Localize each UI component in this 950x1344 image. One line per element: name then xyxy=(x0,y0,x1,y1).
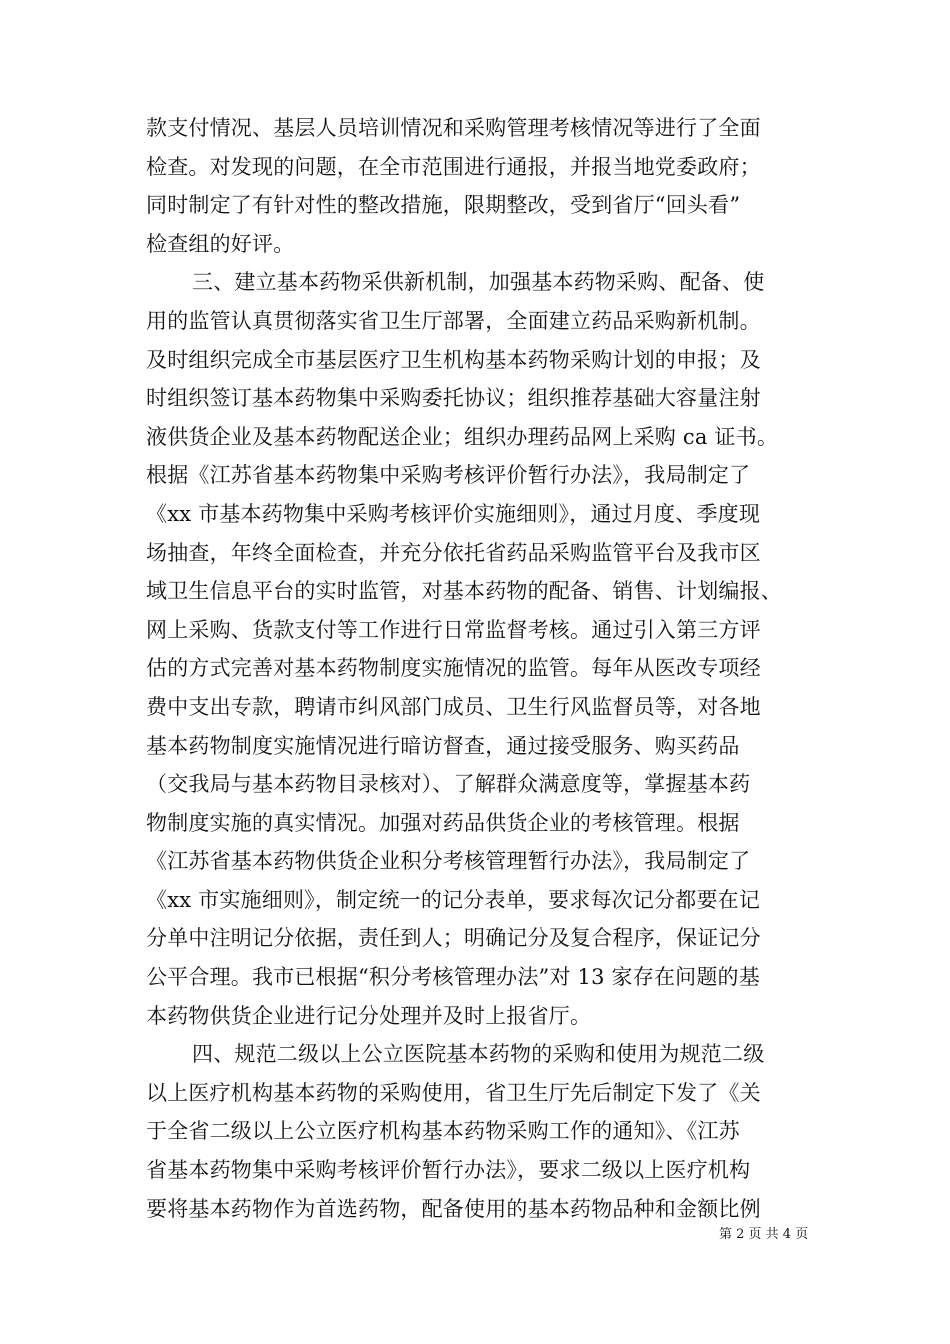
text-line: 《江苏省基本药物供货企业积分考核管理暂行办法》，我局制定了 xyxy=(146,849,751,874)
text-line: （交我局与基本药物目录核对）、了解群众满意度等，掌握基本药 xyxy=(146,772,751,797)
paragraph xyxy=(146,1035,806,1228)
text-line: 于全省二级以上公立医疗机构基本药物采购工作的通知》、《江苏 xyxy=(146,1119,740,1144)
text-line: 《xx 市实施细则》，制定统一的记分表单，要求每次记分都要在记 xyxy=(146,887,761,912)
text-line: 基本药物制度实施情况进行暗访督查，通过接受服务、购买药品 xyxy=(146,733,740,758)
text-line: 四、规范二级以上公立医院基本药物的采购和使用为规范二级 xyxy=(192,1042,765,1067)
page-number: 第 2 页 共 4 页 xyxy=(719,1227,809,1242)
text-line: 根据《江苏省基本药物集中采购考核评价暂行办法》，我局制定了 xyxy=(146,463,751,488)
text-line: 及时组织完成全市基层医疗卫生机构基本药物采购计划的申报；及 xyxy=(146,347,761,372)
text-line: 以上医疗机构基本药物的采购使用，省卫生厅先后制定下发了《关 xyxy=(146,1080,761,1105)
text-line: 费中支出专款，聘请市纠风部门成员、卫生行风监督员等，对各地 xyxy=(146,694,761,719)
paragraph xyxy=(146,109,806,263)
text-line: 检查。对发现的问题，在全市范围进行通报，并报当地党委政府； xyxy=(146,154,761,179)
text-line: 检查组的好评。 xyxy=(146,231,295,256)
document-body xyxy=(146,109,806,1228)
text-line: 要将基本药物作为首选药物，配备使用的基本药物品种和金额比例 xyxy=(146,1196,761,1221)
text-line: 《xx 市基本药物集中采购考核评价实施细则》，通过月度、季度现 xyxy=(146,501,761,526)
text-line: 同时制定了有针对性的整改措施，限期整改，受到省厅“回头看” xyxy=(146,193,741,218)
text-line: 网上采购、货款支付等工作进行日常监督考核。通过引入第三方评 xyxy=(146,617,761,642)
text-line: 公平合理。我市已根据“积分考核管理办法”对 13 家存在问题的基 xyxy=(146,965,760,990)
text-line: 省基本药物集中采购考核评价暂行办法》，要求二级以上医疗机构 xyxy=(146,1158,751,1183)
text-line: 用的监管认真贯彻落实省卫生厅部署，全面建立药品采购新机制。 xyxy=(146,308,761,333)
text-line: 款支付情况、基层人员培训情况和采购管理考核情况等进行了全面 xyxy=(146,116,761,140)
text-line: 域卫生信息平台的实时监管，对基本药物的配备、销售、计划编报、 xyxy=(146,579,782,604)
text-line: 时组织签订基本药物集中采购委托协议；组织推荐基础大容量注射 xyxy=(146,386,761,411)
text-line: 液供货企业及基本药物配送企业；组织办理药品网上采购 ca 证书。 xyxy=(146,424,779,449)
paragraph xyxy=(146,263,806,1035)
text-line: 本药物供货企业进行记分处理并及时上报省厅。 xyxy=(146,1003,592,1028)
text-line: 三、建立基本药物采供新机制，加强基本药物采购、配备、使 xyxy=(192,270,765,295)
text-line: 物制度实施的真实情况。加强对药品供货企业的考核管理。根据 xyxy=(146,810,740,835)
text-line: 分单中注明记分依据，责任到人；明确记分及复合程序，保证记分 xyxy=(146,926,761,951)
text-line: 场抽查，年终全面检查，并充分依托省药品采购监管平台及我市区 xyxy=(146,540,761,565)
text-line: 估的方式完善对基本药物制度实施情况的监管。每年从医改专项经 xyxy=(146,656,761,681)
